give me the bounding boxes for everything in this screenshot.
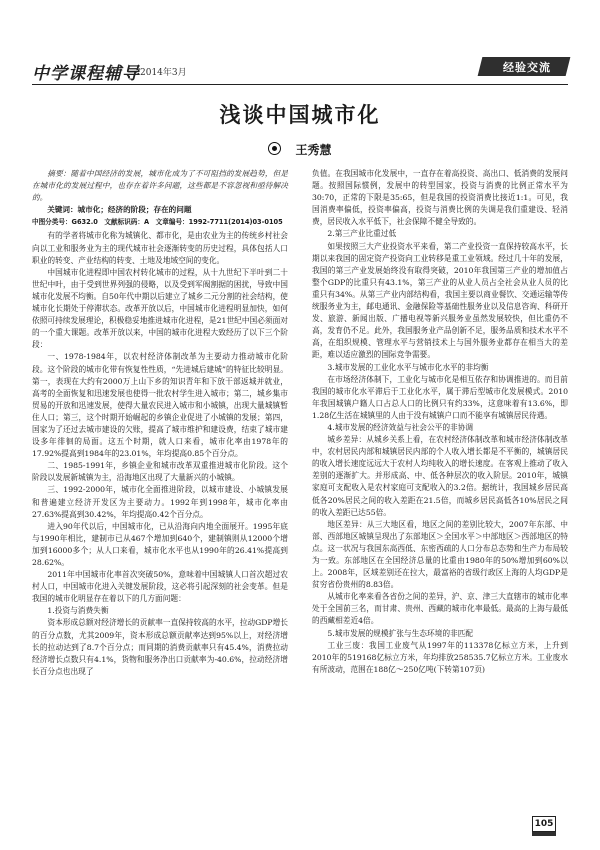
paragraph: 一、1978-1984年，以农村经济体制改革为主要动力推动城市化阶段。这个阶段的城市化带有恢复性性质，“先进城后建城”的特征比较明显。第一，表现在大约有2000万上山下乡的知识青年和下放干部返城并就业，高考的全面恢复和迅速发展也使得一批农村学生进入城市；第二，城乡集市贸易的开放和迅速发展，使得大量农民进入城市和小城镇，出现大量城镇暂住人口；第三，这个时期开始崛起的乡镇企业促进了小城镇的发展；第四，国家为了还过去城市建设的欠账，提高了城市维护和建设费，结束了城市建设多年徘徊的局面。这五个时期，就人口来看，城市化率由1978年的17.92%提高到1984年的23.01%，年均提高0.85个百分点。 <box>32 352 288 459</box>
paragraph: 进入90年代以后，中国城市化，已从沿海向内地全面展开。1995年底与1990年相比，建制市已从467个增加到640个，建制镇则从12000个增加到16000多个；从人口来看，城市化水平也从1990年的26.41%提高到28.62%。 <box>32 521 288 567</box>
paragraph: 二、1985-1991年，乡镇企业和城市改革双重推进城市化阶段。这个阶段以发展新城镇为主，沿海地区出现了大量新兴的小城镇。 <box>32 461 288 483</box>
paragraph: 负值。在我国城市化发展中，一直存在着高投资、高出口、低消费的发展问题。按照国际惯例，发展中的转型国家，投资与消费的比例正常水平为30:70，正常的下限是35:65，但是我国的投资消费比接近1:1。可见，我国消费率偏低，投资率偏高，投资与消费比例的失调是我们重建设、轻消费，居民收入水平低下，社会保障不健全导致的。 <box>312 169 568 227</box>
section-heading: 3.城市发展的工业化水平与城市化水平的非均衡 <box>327 362 489 372</box>
bullseye-icon <box>268 142 281 155</box>
section-label: 经验交流 <box>503 61 551 74</box>
paragraph: 资本形成总额对经济增长的贡献率一直保持较高的水平，拉动GDP增长的百分点数，尤其2009年，资本形成总额贡献率达到95%以上，对经济增长的拉动达到了8.7个百分点；而同期的消费贡献率只有45.4%，消费拉动经济增长点数只有4.1%，货物和服务净出口贡献率为-40.6%，拉动经济增长百分点也出现了 <box>32 618 288 676</box>
paragraph: 中国城市化进程即中国农村转化城市的过程，从十九世纪下半叶到二十世纪中叶，由于受到世界列强的侵略，以及受到军阀割据的困扰，导致中国城市化发展不均衡。自50年代中期以后建立了城乡二元分割的社会结构，使城市化长期处于停滞状态。改革开放以后，中国城市化进程明显加快，如何依照可持续发展理论，积极稳妥地推进城市化进程，是21世纪中国必须面对的一个重大课题。改革开放以来，中国的城市化进程大致经历了以下三个阶段： <box>32 267 288 350</box>
paragraph: 城乡差异：从城乡关系上看，在农村经济体制改革和城市经济体制改革中，农村居民内部和城镇居民内部的个人收入增长都是不平衡的，城镇居民的收入增长速度远远大于农村人均纯收入的增长速度。在客观上推动了收入差别的逐渐扩大。并形成高、中、低各种层次的收入阶层。2010年，城镇家庭可支配收入是农村家庭可支配收入的3.2倍。据统计，我国城乡居民高低各20%居民之间的收入差距在21.5倍，而城乡居民高低各10%居民之间的收入差距已达55倍。 <box>312 435 568 517</box>
page-header <box>0 55 600 85</box>
section-heading: 5.城市发展的规模扩张与生态环境的非匹配 <box>327 628 474 638</box>
author-line <box>0 141 600 158</box>
author-name: 王秀慧 <box>295 143 332 157</box>
keywords: 关键词：城市化；经济的阶段；存在的问题 <box>47 205 192 215</box>
section-heading: 4.城市发展的经济效益与社会公平的非协调 <box>327 422 474 432</box>
paragraph: 地区差异：从三大地区看，地区之间的差别比较大，2007年东部、中部、西部地区城镇呈现出了东部地区＞全国水平＞中部地区＞西部地区的特点。这一状况与我国东高西低、东密西疏的人口分布总态势和生产力布局较为一致。东部地区在全国经济总量的比重由1980年的50%增加到60%以上。2008年，区域差别还在拉大，最富裕的省级行政区上海的人均GDP是贫穷省份贵州的8.83倍。 <box>312 519 568 590</box>
abstract: 摘要：随着中国经济的发展，城市化成为了不可阻挡的发展趋势，但是在城市化的发展过程中，也存在着许多问题，这些都是不容忽视和亟待解决的。 <box>32 169 288 203</box>
paragraph: 工业三废：我国工业废气从1997年的113378亿标立方米，上升到2010年的519168亿标立方米，年均排放258535.7亿标立方米。工业废水有所波动，范围在188亿～250亿吨(下转第107页) <box>312 640 568 674</box>
paragraph: 三、1992-2000年，城市化全面推进阶段，以城市建设、小城镇发展和普遍建立经济开发区为主要动力。1992年到1998年，城市化率由27.63%提高到30.42%，年均提高0.42个百分点。 <box>32 485 288 519</box>
header-rule <box>32 84 568 85</box>
issue-date: 2014年3月 <box>140 68 187 78</box>
left-column <box>32 168 288 678</box>
paragraph: 2011年中国城市化率首次突破50%，意味着中国城镇人口首次超过农村人口，中国城市化进入关键发展阶段，这必将引起深刻的社会变革。但是我国的城市化明显存在着以下的几方面问题： <box>32 570 288 604</box>
right-column <box>312 168 568 676</box>
page-number: 105 <box>532 816 556 832</box>
section-heading: 1.投资与消费失衡 <box>47 606 109 616</box>
paragraph: 从城市化率来看各省份之间的差异，沪、京、津三大直辖市的城市化率处于全国前三名，而甘肃、贵州、西藏的城市化率最低。最高的上海与最低的西藏相差近4倍。 <box>312 592 568 626</box>
paragraph: 如果按照三大产业投资水平来看，第二产业投资一直保持较高水平，长期以来我国的固定资产投资向工业转移是重工业领域。经过几十年的发展，我国的第三产业发展始终没有取得突破，2010年我国第三产业的增加值占整个GDP的比重只有43.1%，第三产业的从业人员占全社会从业人员的比重只有34%。从第三产业内部结构看，我国主要以商业餐饮、交通运输等传统服务业为主，邮电通讯、金融保险等基础性服务业以及信息咨询、科研开发、旅游、新闻出版、广播电视等新兴服务业虽然发展较快，但比重仍不高，发育仍不足。此外，我国服务业产品创新不足，服务品质和技术水平不高，在组织规模、管理水平与营销技术上与国外服务业都存在相当大的差距，难以适应激烈的国际竞争需要。 <box>312 241 568 360</box>
article-title: 浅谈中国城市化 <box>219 103 381 127</box>
journal-name: 中学课程辅导 <box>32 64 140 84</box>
paragraph: 有的学者将城市化称为城镇化、都市化，是由农业为主的传统乡村社会向以工业和服务业为主的现代城市社会逐渐转变的历史过程，具体包括人口职业的转变、产业结构的转变、土地及地域空间的变化。 <box>32 231 288 265</box>
paragraph: 在市场经济体制下，工业化与城市化是相互依存和协调推进的。而目前我国的城市化水平滞后于工业化水平，属于滞后型城市化发展模式。2010年我国城镇户籍人口占总人口的比例只有约33%，这意味着有13.6%，即1.28亿生活在城镇里的人由于没有城镇户口而不能享有城镇居民待遇。 <box>312 374 568 420</box>
section-heading: 2.第三产业比重过低 <box>327 229 397 239</box>
classification-line: 中图分类号：G632.0 文献标识码：A 文章编号：1992-7711(2014)03-0105 <box>32 218 283 227</box>
